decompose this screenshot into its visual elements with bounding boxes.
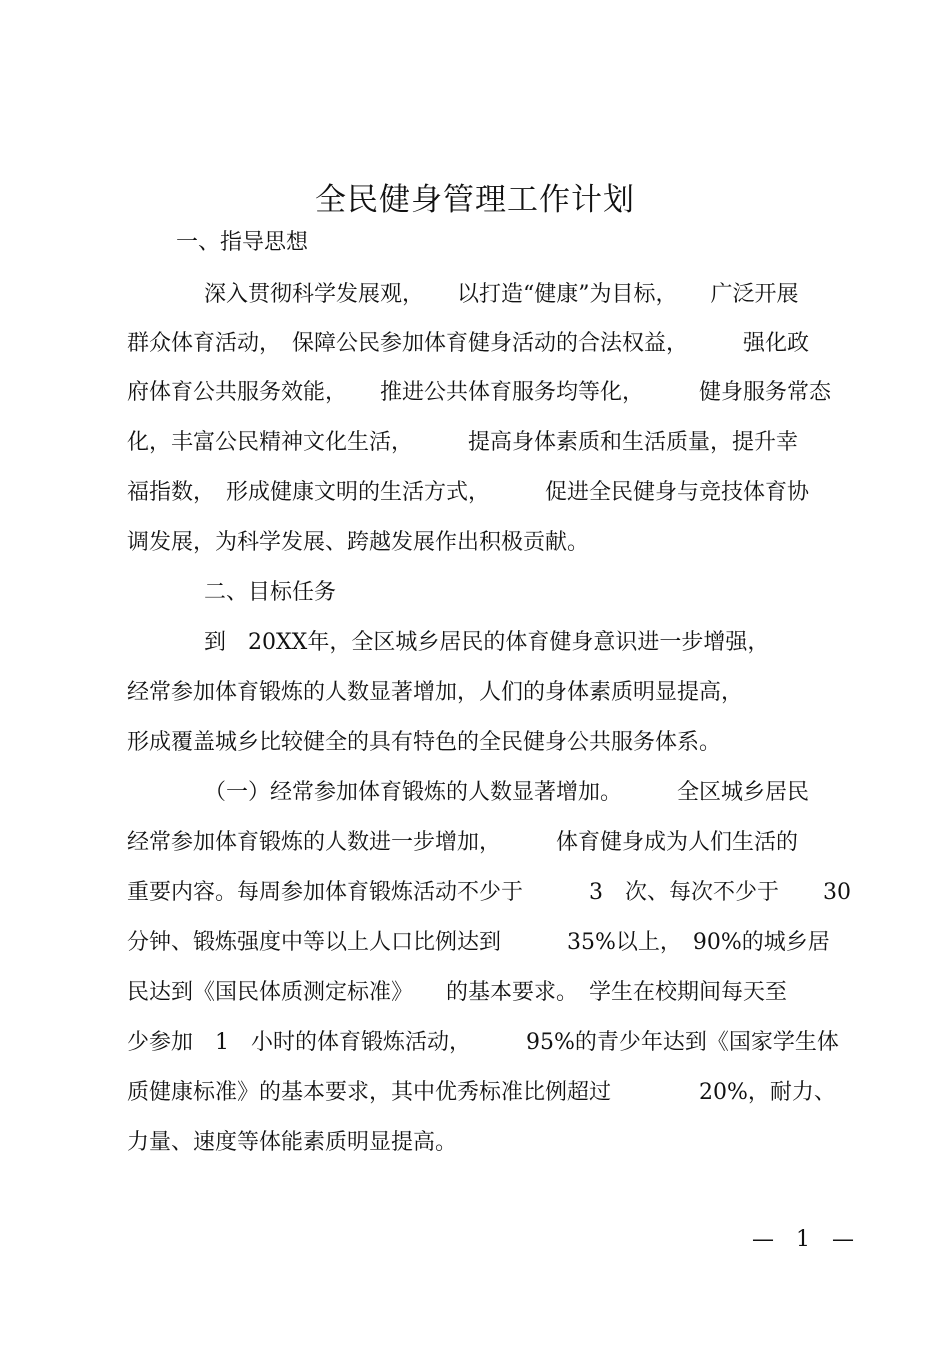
section-heading-guiding-ideology: 一、指导思想 — [176, 230, 309, 255]
section-heading-goals: 二、目标任务 — [204, 580, 337, 605]
paragraph-line: 到 20XX年，全区城乡居民的体育健身意识进一步增强， — [204, 630, 770, 655]
paragraph-line: 调发展，为科学发展、跨越发展作出积极贡献。 — [127, 530, 590, 555]
paragraph-line: 质健康标准》的基本要求，其中优秀标准比例超过 20%，耐力、 — [127, 1080, 836, 1105]
paragraph-line: 经常参加体育锻炼的人数进一步增加， 体育健身成为人们生活的 — [127, 830, 799, 855]
paragraph-line: 深入贯彻科学发展观， 以打造“健康”为目标， 广泛开展 — [204, 282, 799, 307]
paragraph-line: 福指数， 形成健康文明的生活方式， 促进全民健身与竞技体育协 — [127, 480, 810, 505]
paragraph-line: 重要内容。每周参加体育锻炼活动不少于 3 次、每次不少于 30 — [127, 880, 851, 905]
paragraph-line: 群众体育活动， 保障公民参加体育健身活动的合法权益， 强化政 — [127, 331, 810, 356]
page-number: — 1 — — [752, 1227, 854, 1252]
paragraph-line: 少参加 1 小时的体育锻炼活动， 95%的青少年达到《国家学生体 — [127, 1030, 839, 1055]
paragraph-line: 分钟、锻炼强度中等以上人口比例达到 35%以上， 90%的城乡居 — [127, 930, 830, 955]
paragraph-line: 民达到《国民体质测定标准》 的基本要求。 学生在校期间每天至 — [127, 980, 788, 1005]
paragraph-line: （一）经常参加体育锻炼的人数显著增加。 全区城乡居民 — [204, 780, 810, 805]
document-title: 全民健身管理工作计划 — [315, 182, 635, 218]
paragraph-line: 府体育公共服务效能， 推进公共体育服务均等化， 健身服务常态 — [127, 380, 832, 405]
paragraph-line: 经常参加体育锻炼的人数显著增加，人们的身体素质明显提高， — [127, 680, 744, 705]
paragraph-line: 形成覆盖城乡比较健全的具有特色的全民健身公共服务体系。 — [127, 730, 722, 755]
paragraph-line: 力量、速度等体能素质明显提高。 — [127, 1130, 458, 1155]
paragraph-line: 化，丰富公民精神文化生活， 提高身体素质和生活质量，提升幸 — [127, 430, 799, 455]
